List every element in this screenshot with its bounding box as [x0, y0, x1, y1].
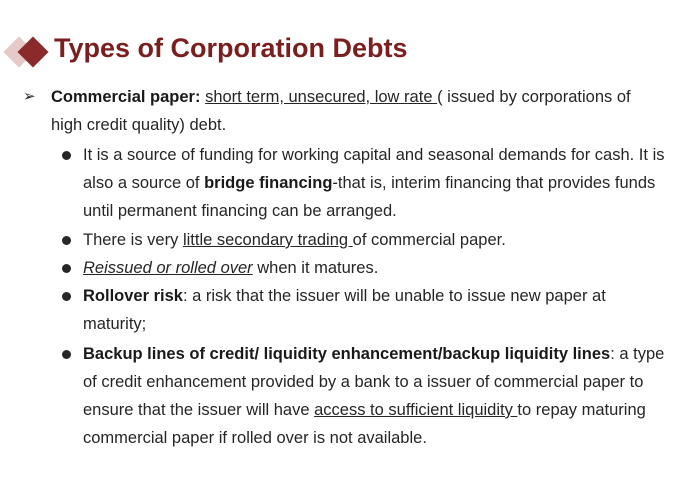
item-text: ( issued by corporations of high credit quality) debt. — [51, 88, 631, 134]
term-commercial-paper: Commercial paper: — [51, 88, 201, 106]
item-text: -that is, interim financing that provides funds until permanent financing can be arranged. — [83, 174, 656, 220]
item-text: : a risk that the issuer will be unable to issue new paper at maturity; — [83, 287, 606, 333]
item-text: to repay maturing commercial paper if rolled over is not available. — [83, 401, 646, 447]
italic-underlined-text: Reissued or rolled over — [83, 259, 253, 277]
item-text: when it matures. — [252, 259, 379, 277]
bullet-dot-icon — [62, 151, 71, 160]
item-text: : a type of credit enhancement provided by a bank to a issuer of commercial paper to ensure that the issuer will have — [83, 345, 665, 419]
bullet-item-backup-lines — [83, 340, 673, 452]
term-bridge-financing: bridge financing — [204, 174, 333, 192]
bullet-dot-icon — [62, 236, 71, 245]
term-backup-lines: Backup lines of credit/ liquidity enhancement/backup liquidity lines — [83, 345, 611, 363]
title-row — [0, 32, 690, 72]
bullet-item-funding — [83, 141, 673, 225]
bullet-dot-icon — [62, 292, 71, 301]
item-text: of commercial paper. — [352, 231, 506, 249]
bullet-item-reissued — [83, 254, 673, 282]
bullet-dot-icon — [62, 350, 71, 359]
slide-title: Types of Corporation Debts — [54, 33, 408, 63]
bullet-item-secondary-trading — [83, 226, 673, 254]
term-rollover-risk: Rollover risk — [83, 287, 183, 305]
item-text: There is very — [83, 231, 183, 249]
list-item-commercial-paper — [23, 83, 661, 139]
bullet-item-rollover-risk — [83, 282, 673, 338]
underlined-text: access to sufficient liquidity — [314, 401, 518, 419]
bullet-dot-icon — [62, 264, 71, 273]
item-text: It is a source of funding for working capital and seasonal demands for cash. It is also a source of — [83, 146, 665, 192]
diamond-decoration-icon — [0, 32, 60, 72]
arrow-bullet-icon: ➢ — [23, 88, 36, 105]
underlined-text: little secondary trading — [182, 231, 353, 249]
underlined-text: short term, unsecured, low rate — [205, 88, 438, 106]
